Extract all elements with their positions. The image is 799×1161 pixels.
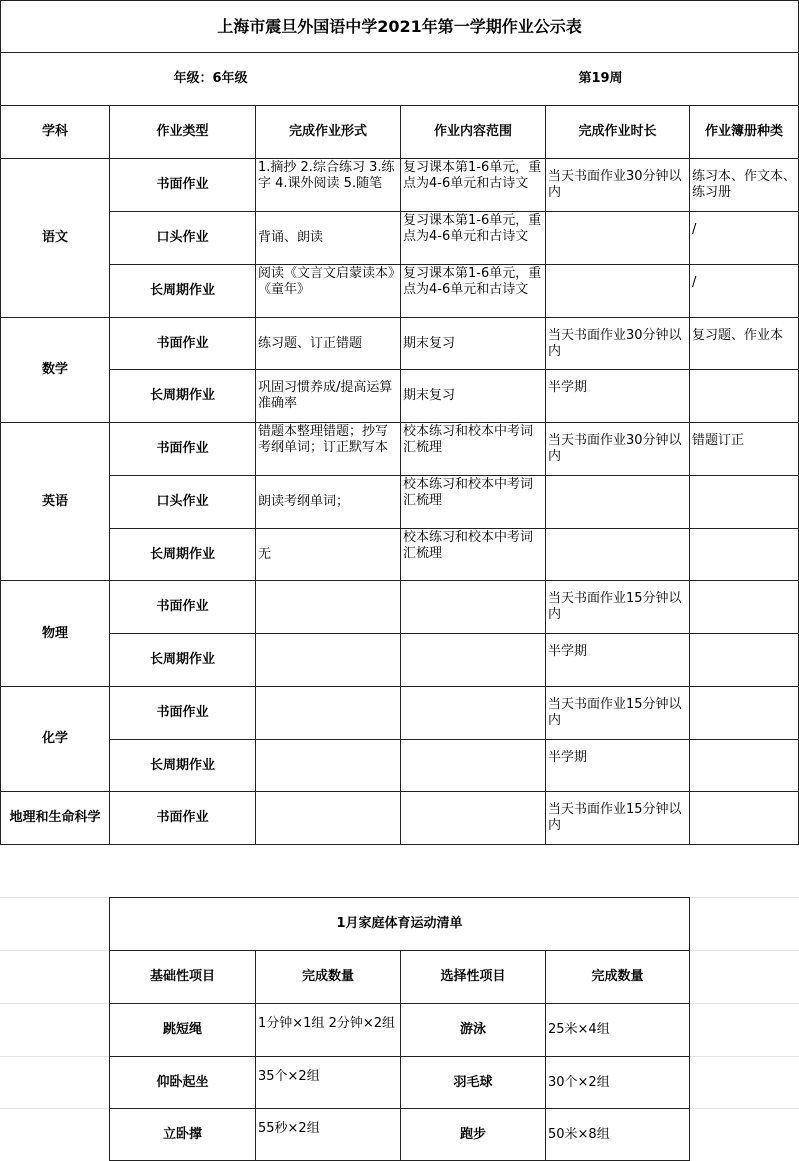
gridline [689,1056,799,1057]
homework-type-cell: 长周期作业 [109,264,256,318]
sports-header: 选择性项目 [400,950,546,1004]
books-cell [689,791,799,845]
sports-header: 完成数量 [545,950,690,1004]
homework-type-cell: 长周期作业 [109,739,256,792]
scope-cell: 校本练习和校本中考词汇梳理 [400,422,546,476]
homework-type-cell: 书面作业 [109,791,256,845]
sports-header: 基础性项目 [109,950,256,1004]
duration-cell: 半学期 [545,739,690,792]
subject-cell: 物理 [0,580,110,687]
column-header: 学科 [0,105,110,159]
form-cell: 巩固习惯养成/提高运算准确率 [255,369,401,423]
books-cell: 练习本、作文本、练习册 [689,158,799,212]
gridline [0,1003,109,1004]
duration-cell: 当天书面作业15分钟以内 [545,791,690,845]
form-cell: 背诵、朗读 [255,211,401,265]
homework-type-cell: 长周期作业 [109,528,256,581]
duration-cell [545,211,690,265]
duration-cell: 半学期 [545,369,690,423]
books-cell [689,475,799,529]
books-cell: / [689,264,799,318]
duration-cell: 半学期 [545,633,690,687]
week-label: 第19周 [578,71,623,86]
scope-cell [400,633,546,687]
books-cell [689,580,799,634]
homework-type-cell: 口头作业 [109,475,256,529]
column-header: 作业内容范围 [400,105,546,159]
homework-type-cell: 书面作业 [109,422,256,476]
books-cell: 错题订正 [689,422,799,476]
form-cell [255,633,401,687]
gridline [0,1056,109,1057]
gridline [689,950,799,951]
gridline [689,1003,799,1004]
form-cell: 朗读考纲单词； [255,475,401,529]
homework-type-cell: 口头作业 [109,211,256,265]
scope-cell: 复习课本第1-6单元，重点为4-6单元和古诗文 [400,158,546,212]
form-cell: 错题本整理错题；抄写考纲单词；订正默写本 [255,422,401,476]
duration-cell [545,264,690,318]
subject-cell: 地理和生命科学 [0,791,110,845]
optional-item-cell: 游泳 [400,1003,546,1057]
subject-cell: 化学 [0,686,110,792]
optional-qty-cell: 25米×4组 [545,1003,690,1057]
duration-cell: 当天书面作业30分钟以内 [545,158,690,212]
scope-cell [400,686,546,740]
books-cell [689,686,799,740]
subject-cell: 语文 [0,158,110,318]
gridline [0,1108,109,1109]
form-cell: 练习题、订正错题 [255,317,401,370]
homework-type-cell: 长周期作业 [109,369,256,423]
books-cell: / [689,211,799,265]
duration-cell [545,475,690,529]
books-cell [689,369,799,423]
homework-type-cell: 书面作业 [109,686,256,740]
column-header: 完成作业形式 [255,105,401,159]
duration-cell: 当天书面作业30分钟以内 [545,317,690,370]
gridline [689,1108,799,1109]
gridline [0,897,109,898]
scope-cell: 期末复习 [400,369,546,423]
scope-cell: 校本练习和校本中考词汇梳理 [400,475,546,529]
sports-header: 完成数量 [255,950,401,1004]
scope-cell [400,580,546,634]
homework-type-cell: 书面作业 [109,158,256,212]
scope-cell: 期末复习 [400,317,546,370]
optional-item-cell: 跑步 [400,1108,546,1161]
duration-cell: 当天书面作业30分钟以内 [545,422,690,476]
optional-qty-cell: 30个×2组 [545,1056,690,1109]
form-cell: 1.摘抄 2.综合练习 3.练字 4.课外阅读 5.随笔 [255,158,401,212]
scope-cell: 复习课本第1-6单元，重点为4-6单元和古诗文 [400,264,546,318]
form-cell: 阅读《文言文启蒙读本》《童年》 [255,264,401,318]
books-cell: 复习题、作业本 [689,317,799,370]
gridline [689,897,799,898]
subject-cell: 英语 [0,422,110,581]
basic-qty-cell: 55秒×2组 [255,1108,401,1161]
grade-label: 年级：6年级 [173,71,248,86]
scope-cell: 复习课本第1-6单元，重点为4-6单元和古诗文 [400,211,546,265]
optional-qty-cell: 50米×8组 [545,1108,690,1161]
column-header: 作业簿册种类 [689,105,799,159]
form-cell [255,791,401,845]
books-cell [689,739,799,792]
duration-cell [545,528,690,581]
scope-cell: 校本练习和校本中考词汇梳理 [400,528,546,581]
form-cell [255,580,401,634]
homework-type-cell: 长周期作业 [109,633,256,687]
form-cell [255,686,401,740]
scope-cell [400,791,546,845]
homework-type-cell: 书面作业 [109,317,256,370]
optional-item-cell: 羽毛球 [400,1056,546,1109]
subject-cell: 数学 [0,317,110,423]
books-cell [689,633,799,687]
basic-item-cell: 立卧撑 [109,1108,256,1161]
basic-item-cell: 跳短绳 [109,1003,256,1057]
page-title: 上海市震旦外国语中学2021年第一学期作业公示表 [0,0,799,53]
basic-qty-cell: 1分钟×1组 2分钟×2组 [255,1003,401,1057]
basic-item-cell: 仰卧起坐 [109,1056,256,1109]
form-cell [255,739,401,792]
homework-type-cell: 书面作业 [109,580,256,634]
sports-title: 1月家庭体育运动清单 [109,897,690,951]
column-header: 作业类型 [109,105,256,159]
books-cell [689,528,799,581]
column-header: 完成作业时长 [545,105,690,159]
gridline [0,950,109,951]
duration-cell: 当天书面作业15分钟以内 [545,580,690,634]
duration-cell: 当天书面作业15分钟以内 [545,686,690,740]
basic-qty-cell: 35个×2组 [255,1056,401,1109]
form-cell: 无 [255,528,401,581]
scope-cell [400,739,546,792]
